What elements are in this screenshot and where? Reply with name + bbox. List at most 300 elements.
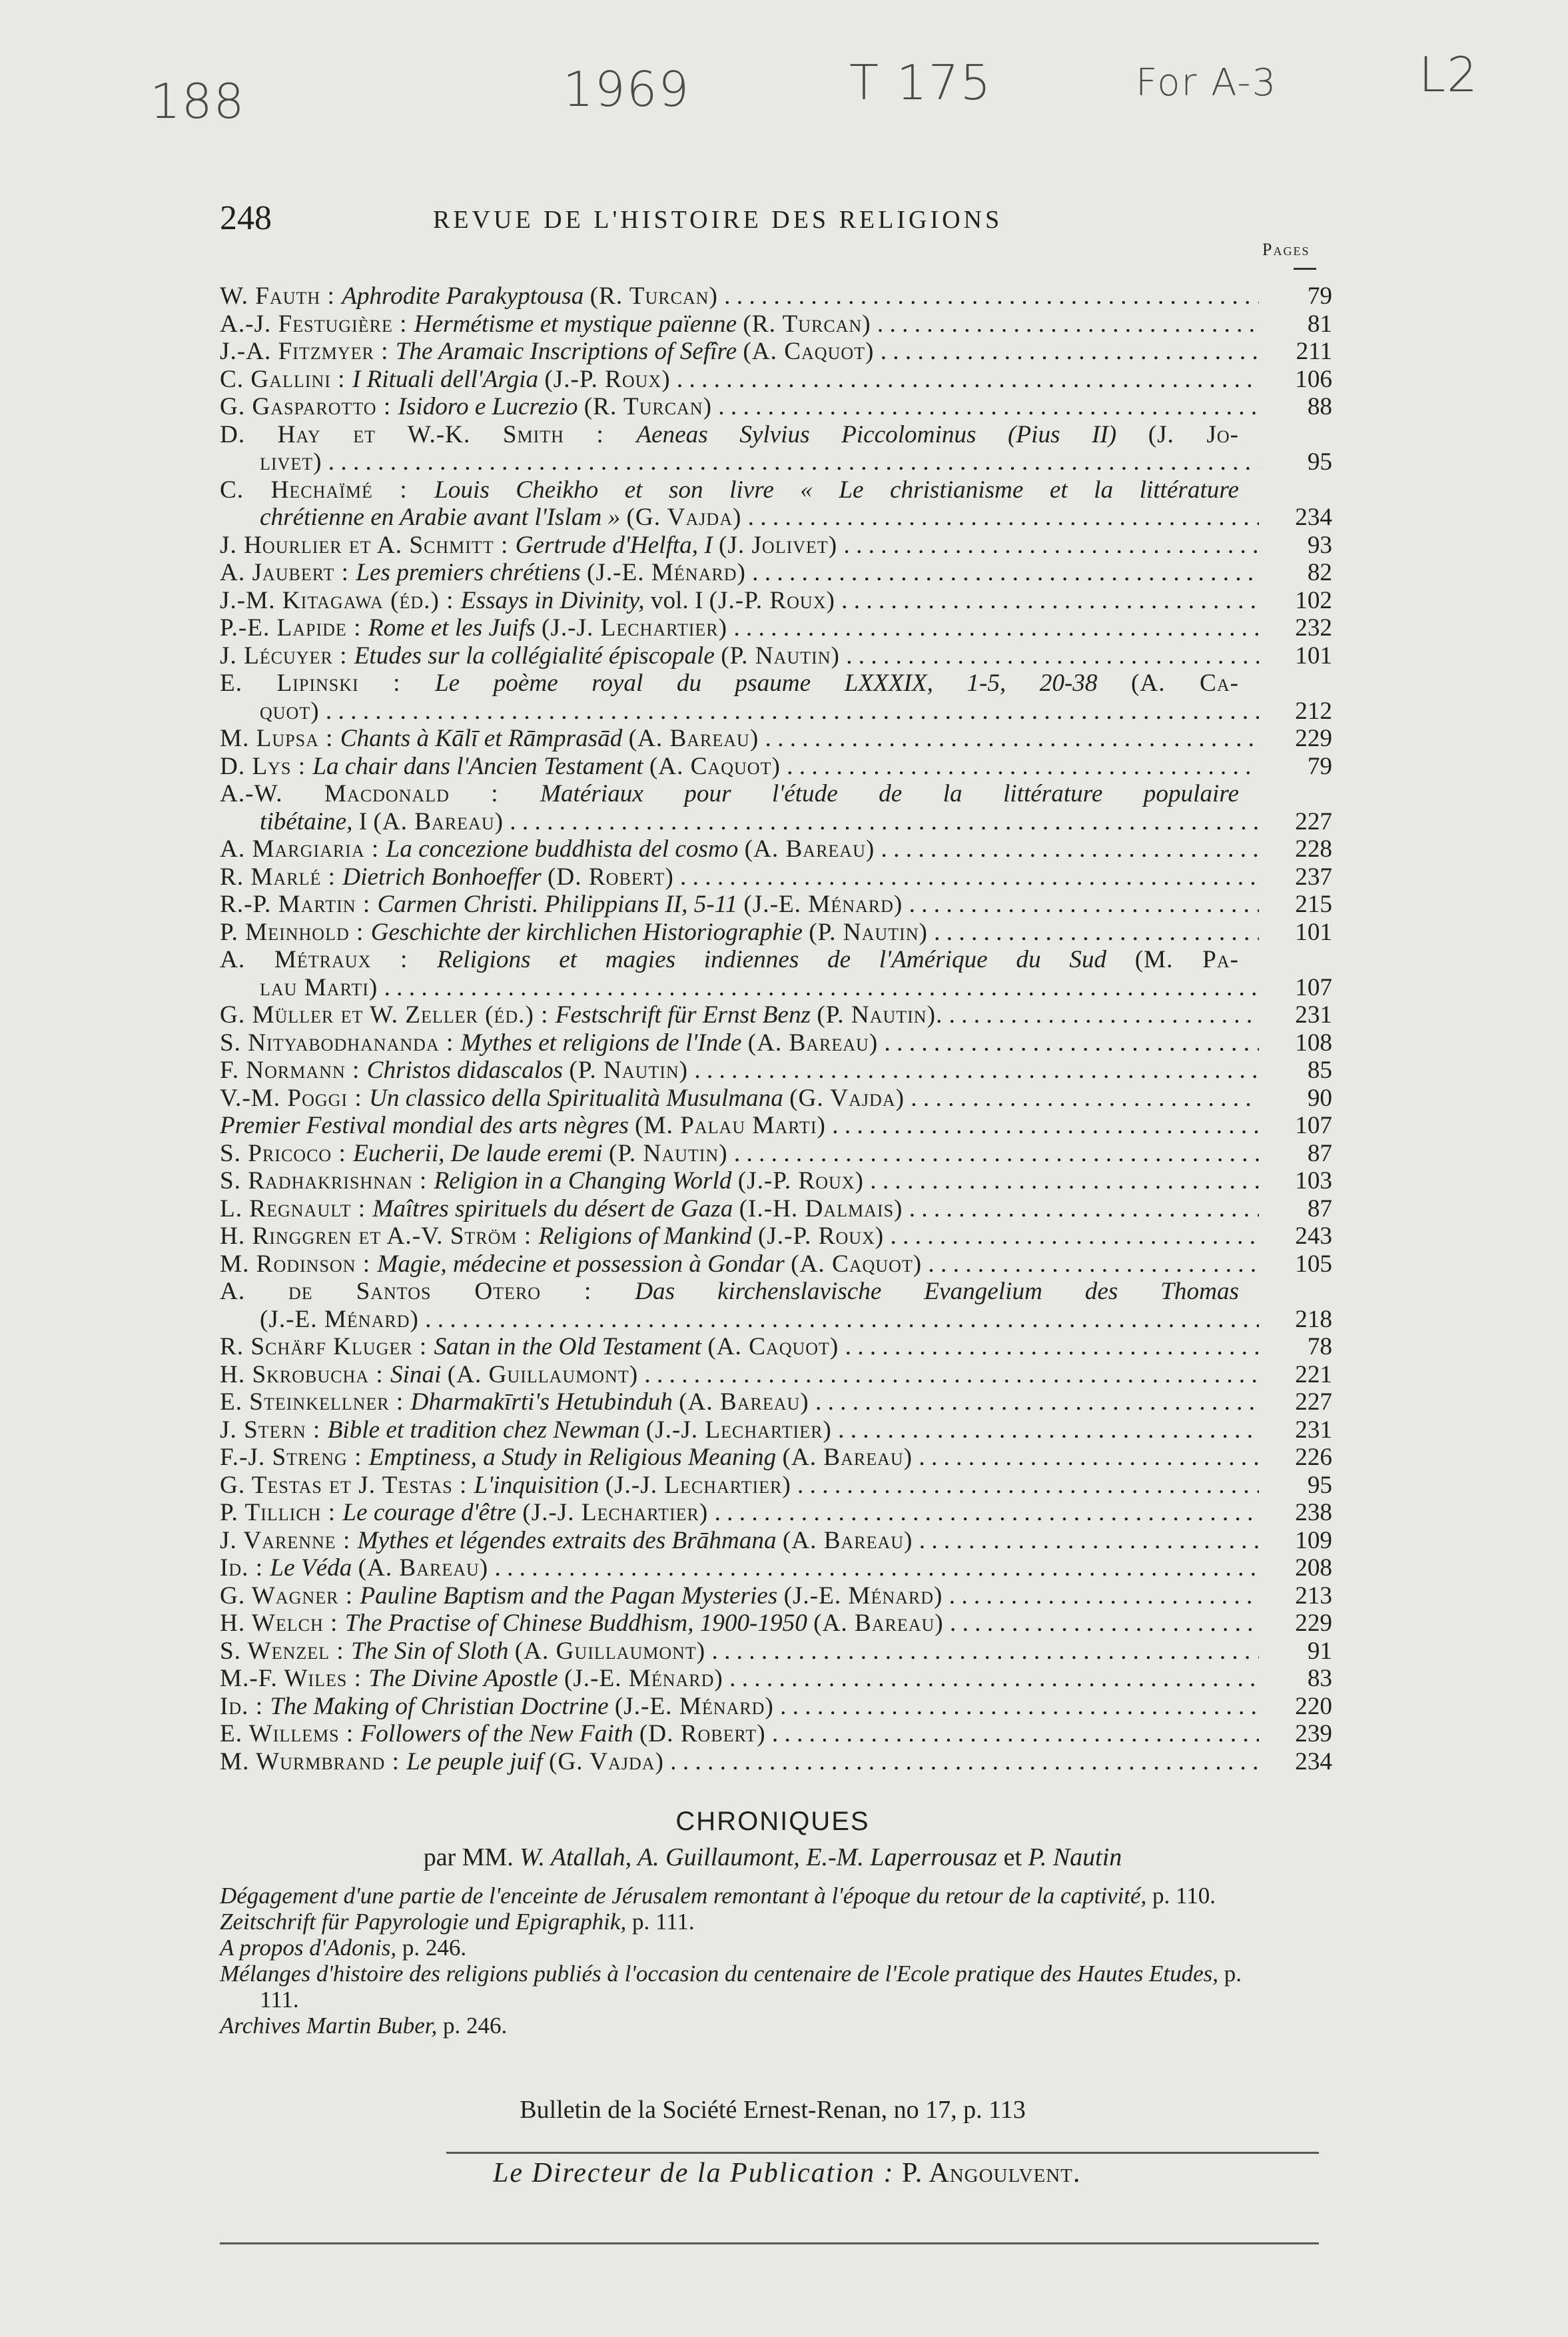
entry-reviewer: (M. Palau Marti) xyxy=(635,1112,826,1139)
chronique-title: Zeitschrift für Papyrologie und Epigraphik, xyxy=(220,1909,632,1935)
entry-author: G. Testas et J. Testas : xyxy=(220,1471,474,1499)
entry-text xyxy=(220,863,1259,891)
entry-title: Aphrodite Parakyptousa xyxy=(342,282,590,310)
index-entry xyxy=(220,1250,1332,1278)
entry-text xyxy=(220,614,1259,642)
entry-page: 101 xyxy=(1295,642,1332,670)
entry-text xyxy=(220,1001,1259,1029)
entry-author: G. Wagner : xyxy=(220,1582,360,1610)
review-index-list xyxy=(220,282,1332,1775)
entry-text xyxy=(220,393,1259,421)
index-entry xyxy=(220,1499,1332,1527)
entry-reviewer: (J.-P. Roux) xyxy=(737,1167,864,1194)
entry-page: 231 xyxy=(1295,1001,1332,1029)
entry-page: 212 xyxy=(1295,697,1332,725)
entry-reviewer-cont: lau Marti) xyxy=(260,973,378,1001)
entry-reviewer: (A. Caquot) xyxy=(649,752,781,780)
entry-reviewer: (J.-P. Roux) xyxy=(544,365,671,393)
entry-author: A. Jaubert : xyxy=(220,559,356,586)
top-rule xyxy=(446,2152,1319,2154)
entry-author: W. Fauth : xyxy=(220,282,342,310)
entry-reviewer: (A. Bareau) xyxy=(813,1610,944,1637)
entry-text xyxy=(220,1140,1259,1168)
entry-title: L'inquisition xyxy=(474,1471,605,1499)
entry-title: Essays in Divinity, xyxy=(460,586,651,614)
entry-page: 208 xyxy=(1295,1554,1332,1582)
entry-author: C. Gallini : xyxy=(220,365,352,393)
handwritten-note-1: 188 xyxy=(150,73,246,129)
entry-reviewer: (G. Vajda) xyxy=(789,1084,905,1112)
entry-page: 102 xyxy=(1295,586,1332,614)
entry-author: M. Wurmbrand : xyxy=(220,1747,407,1775)
entry-reviewer: (A. Guillaumont) xyxy=(514,1637,706,1665)
index-entry xyxy=(220,642,1332,670)
entry-page: 227 xyxy=(1295,1388,1332,1416)
entry-reviewer: (J.-P. Roux) xyxy=(757,1222,885,1250)
entry-author: J.-M. Kitagawa (éd.) : xyxy=(220,586,461,614)
index-entry xyxy=(220,1748,1332,1776)
entry-title: Premier Festival mondial des arts nègres xyxy=(220,1112,635,1139)
entry-title-cont: chrétienne en Arabie avant l'Islam » xyxy=(260,504,627,531)
entry-page: 106 xyxy=(1295,365,1332,393)
entry-title: Rome et les Juifs xyxy=(368,614,542,642)
entry-title: Le Véda xyxy=(270,1554,358,1582)
chroniques-title: CHRONIQUES xyxy=(675,1807,870,1836)
entry-reviewer: (J.-E. Ménard) xyxy=(743,891,903,918)
bottom-rule xyxy=(220,2242,1319,2244)
entry-continuation xyxy=(220,698,1332,725)
entry-page: 108 xyxy=(1295,1029,1332,1057)
entry-page: 95 xyxy=(1307,1471,1332,1499)
entry-reviewer: (R. Turcan) xyxy=(743,310,871,338)
entry-extra: vol. I xyxy=(650,586,709,614)
entry-page: 101 xyxy=(1295,918,1332,946)
entry-text xyxy=(220,1195,1259,1223)
entry-title: Festschrift für Ernst Benz xyxy=(555,1001,817,1029)
entry-author: J. Varenne : xyxy=(220,1526,358,1554)
entry-author: A. Métraux : xyxy=(220,946,438,973)
entry-text xyxy=(220,1250,1259,1278)
index-entry xyxy=(220,670,1332,725)
entry-text xyxy=(220,808,1259,836)
entry-author: A. Margiaria : xyxy=(220,835,386,863)
entry-title: Chants à Kālī et Rāmprasād xyxy=(340,725,629,752)
entry-page: 103 xyxy=(1295,1167,1332,1194)
entry-reviewer: (J.-J. Lechartier) xyxy=(645,1416,832,1444)
entry-title: Christos didascalos xyxy=(366,1057,570,1084)
entry-author: E. Willems : xyxy=(220,1720,361,1747)
entry-title: Eucherii, De laude eremi xyxy=(353,1139,609,1167)
entry-text xyxy=(220,1306,1259,1334)
entry-title: Etudes sur la collégialité épiscopale xyxy=(354,642,721,670)
entry-author: F. Normann : xyxy=(220,1057,367,1084)
index-entry xyxy=(220,1527,1332,1555)
entry-author: P.-E. Lapide : xyxy=(220,614,368,642)
entry-text xyxy=(220,725,1259,753)
entry-page: 234 xyxy=(1295,504,1332,531)
index-entry xyxy=(220,1472,1332,1500)
entry-reviewer: (A. Guillaumont) xyxy=(447,1360,639,1388)
entry-text xyxy=(220,1416,1259,1444)
entry-text xyxy=(220,1333,1259,1361)
entry-text xyxy=(220,1582,1259,1610)
entry-reviewer: (I.-H. Dalmais) xyxy=(739,1194,903,1222)
entry-page: 221 xyxy=(1295,1360,1332,1388)
entry-text xyxy=(220,1085,1259,1113)
entry-reviewer: (A. Ca- xyxy=(1130,670,1239,697)
index-entry xyxy=(220,1001,1332,1029)
entry-author: D. Hay et W.-K. Smith : xyxy=(220,420,637,448)
entry-reviewer: (D. Robert) xyxy=(548,863,674,891)
handwritten-note-5: L2 xyxy=(1419,47,1479,103)
entry-page: 105 xyxy=(1295,1250,1332,1278)
entry-reviewer: (A. Bareau) xyxy=(782,1526,913,1554)
entry-title: Religions of Mankind xyxy=(538,1222,758,1250)
index-entry xyxy=(220,780,1332,835)
index-entry xyxy=(220,1637,1332,1665)
entry-page: 93 xyxy=(1307,531,1332,559)
chroniques-list xyxy=(220,1883,1259,2039)
entry-title: La concezione buddhista del cosmo xyxy=(386,835,745,863)
entry-author: J. Stern : xyxy=(220,1416,328,1444)
entry-page: 95 xyxy=(1307,448,1332,476)
entry-author: L. Regnault : xyxy=(220,1194,373,1222)
chronique-title: Dégagement d'une partie de l'enceinte de Jérusalem remontant à l'époque du retour de la captivité, xyxy=(220,1883,1153,1909)
entry-title: The Sin of Sloth xyxy=(350,1637,515,1665)
entry-author: E. Steinkellner : xyxy=(220,1388,411,1416)
chroniques-par: par MM. xyxy=(423,1843,514,1871)
entry-first-line xyxy=(220,670,1239,698)
entry-page: 229 xyxy=(1295,725,1332,752)
chronique-title: A propos d'Adonis, xyxy=(220,1935,402,1961)
entry-first-line xyxy=(220,780,1239,808)
entry-author: J. Hourlier et A. Schmitt : xyxy=(220,531,516,559)
entry-page: 211 xyxy=(1296,338,1332,365)
entry-title: Religion in a Changing World xyxy=(434,1167,738,1194)
chroniques-last-author: P. Nautin xyxy=(1028,1843,1122,1871)
entry-author: P. Meinhold : xyxy=(220,918,371,946)
chronique-title: Archives Martin Buber, xyxy=(220,2013,444,2039)
entry-page: 231 xyxy=(1295,1416,1332,1444)
entry-page: 85 xyxy=(1307,1057,1332,1084)
bulletin-line: Bulletin de la Société Ernest-Renan, no 17, p. 113 xyxy=(520,2096,1026,2124)
entry-page: 79 xyxy=(1307,752,1332,780)
entry-text xyxy=(220,974,1259,1002)
entry-reviewer: (J.-J. Lechartier) xyxy=(605,1471,791,1499)
index-entry xyxy=(220,393,1332,421)
entry-page: 78 xyxy=(1307,1333,1332,1360)
entry-page: 109 xyxy=(1295,1526,1332,1554)
entry-page: 215 xyxy=(1295,891,1332,918)
entry-author: M. Rodinson : xyxy=(220,1250,378,1278)
entry-reviewer: (A. Caquot) xyxy=(707,1333,839,1360)
entry-continuation xyxy=(220,448,1332,476)
entry-page: 239 xyxy=(1295,1720,1332,1747)
entry-title: Sinai xyxy=(390,1360,448,1388)
index-entry xyxy=(220,835,1332,863)
entry-first-line xyxy=(220,421,1239,449)
chronique-page: p. 110. xyxy=(1152,1883,1216,1909)
entry-title: The Aramaic Inscriptions of Sefîre xyxy=(395,338,743,365)
entry-title: The Making of Christian Doctrine xyxy=(270,1692,615,1720)
entry-title: Geschichte der kirchlichen Historiographie xyxy=(370,918,809,946)
index-entry xyxy=(220,1720,1332,1748)
entry-page: 238 xyxy=(1295,1499,1332,1526)
entry-author: A.-W. Macdonald : xyxy=(220,780,540,807)
entry-title: Followers of the New Faith xyxy=(360,1720,639,1747)
director-line xyxy=(493,2157,1080,2189)
pages-column-label: Pages xyxy=(1262,240,1310,259)
entry-text xyxy=(220,1748,1259,1776)
entry-reviewer: (A. Caquot) xyxy=(743,338,875,365)
index-entry xyxy=(220,753,1332,781)
entry-page: 82 xyxy=(1307,559,1332,586)
entry-text xyxy=(220,1693,1259,1721)
entry-reviewer: (P. Nautin). xyxy=(817,1001,943,1029)
entry-text xyxy=(220,1610,1259,1637)
page-header xyxy=(220,199,1326,238)
entry-title: Isidoro e Lucrezio xyxy=(398,393,584,420)
entry-page: 227 xyxy=(1295,807,1332,835)
chronique-page: p. 111. xyxy=(260,1961,1242,2013)
entry-author: V.-M. Poggi : xyxy=(220,1084,369,1112)
entry-first-line xyxy=(220,476,1239,504)
entry-text xyxy=(220,1554,1259,1582)
entry-text xyxy=(220,1637,1259,1665)
handwritten-note-3: T 175 xyxy=(849,55,992,111)
entry-title: I Rituali dell'Argia xyxy=(352,365,545,393)
entry-first-line xyxy=(220,946,1239,974)
entry-reviewer: (J.-P. Roux) xyxy=(709,586,835,614)
index-entry xyxy=(220,946,1332,1001)
index-entry xyxy=(220,366,1332,394)
chroniques-author-list: W. Atallah, A. Guillaumont, E.-M. Laperrousaz xyxy=(520,1843,998,1871)
entry-reviewer: (G. Vajda) xyxy=(626,504,742,531)
entry-author: J.-A. Fitzmyer : xyxy=(220,338,396,365)
entry-title: Pauline Baptism and the Pagan Mysteries xyxy=(360,1582,784,1610)
entry-text xyxy=(220,587,1259,615)
entry-text xyxy=(220,1444,1259,1472)
entry-title: Dharmakīrti's Hetubinduh xyxy=(410,1388,679,1416)
entry-page: 218 xyxy=(1295,1305,1332,1333)
entry-text xyxy=(220,835,1259,863)
entry-page: 243 xyxy=(1295,1222,1332,1250)
entry-reviewer: (J.-J. Lechartier) xyxy=(542,614,728,642)
entry-text xyxy=(220,1361,1259,1389)
index-entry xyxy=(220,1333,1332,1361)
chronique-item xyxy=(220,1909,1259,1935)
entry-author: J. Lécuyer : xyxy=(220,642,354,670)
entry-text xyxy=(220,698,1259,725)
entry-reviewer-cont: livet) xyxy=(260,448,322,476)
entry-title: Das kirchenslavische Evangelium des Thomas xyxy=(635,1278,1239,1305)
entry-text xyxy=(220,559,1259,587)
entry-page: 220 xyxy=(1295,1692,1332,1720)
entry-title: Carmen Christi. Philippians II, 5-11 xyxy=(377,891,744,918)
chronique-page: p. 246. xyxy=(443,2013,508,2039)
index-entry xyxy=(220,1361,1332,1389)
entry-reviewer: (A. Bareau) xyxy=(747,1029,879,1057)
chroniques-authors xyxy=(220,1843,1326,1872)
entry-text xyxy=(220,1057,1259,1085)
entry-title: The Practise of Chinese Buddhism, 1900-1950 xyxy=(344,1610,814,1637)
entry-page: 88 xyxy=(1307,393,1332,420)
entry-page: 87 xyxy=(1307,1194,1332,1222)
index-entry xyxy=(220,1444,1332,1472)
entry-page: 81 xyxy=(1307,310,1332,338)
entry-title: Dietrich Bonhoeffer xyxy=(342,863,548,891)
entry-author: H. Ringgren et A.-V. Ström : xyxy=(220,1222,539,1250)
entry-reviewer: (A. Bareau) xyxy=(744,835,875,863)
entry-text xyxy=(220,1720,1259,1748)
entry-author: D. Lys : xyxy=(220,752,313,780)
entry-reviewer: (R. Turcan) xyxy=(589,282,718,310)
entry-reviewer: (J. Jolivet) xyxy=(719,531,838,559)
entry-text xyxy=(220,338,1259,366)
entry-title: Le peuple juif xyxy=(406,1747,550,1775)
entry-reviewer: (G. Vajda) xyxy=(549,1747,664,1775)
entry-reviewer: (A. Bareau) xyxy=(373,807,504,835)
entry-title: Louis Cheikho et son livre « Le christianisme et la littérature xyxy=(434,476,1239,504)
entry-author: H. Skrobucha : xyxy=(220,1360,390,1388)
index-entry xyxy=(220,559,1332,587)
entry-page: 232 xyxy=(1295,614,1332,642)
entry-title: Les premiers chrétiens xyxy=(356,559,587,586)
entry-reviewer: (A. Bareau) xyxy=(358,1554,489,1582)
entry-author: A. de Santos Otero : xyxy=(220,1278,635,1305)
entry-text xyxy=(220,1112,1259,1140)
entry-author: M.-F. Wiles : xyxy=(220,1665,369,1692)
entry-author: Id. : xyxy=(220,1692,270,1720)
index-entry xyxy=(220,310,1332,338)
entry-reviewer: (D. Robert) xyxy=(639,1720,766,1747)
entry-page: 79 xyxy=(1307,282,1332,310)
entry-reviewer: (R. Turcan) xyxy=(584,393,712,420)
entry-text xyxy=(220,532,1259,560)
chronique-title: Mélanges d'histoire des religions publiés à l'occasion du centenaire de l'Ecole pratique des Hautes Etudes, xyxy=(220,1961,1224,1987)
entry-text xyxy=(220,1472,1259,1500)
entry-text xyxy=(220,1527,1259,1555)
chronique-page: p. 246. xyxy=(402,1935,467,1961)
index-entry xyxy=(220,1582,1332,1610)
entry-author: R.-P. Martin : xyxy=(220,891,378,918)
index-entry xyxy=(220,1554,1332,1582)
entry-title: Bible et tradition chez Newman xyxy=(327,1416,646,1444)
entry-text xyxy=(220,891,1259,919)
director-name: P. Angoulvent. xyxy=(902,2158,1081,2188)
entry-author: S. Wenzel : xyxy=(220,1637,351,1665)
entry-author: M. Lupsa : xyxy=(220,725,340,752)
index-entry xyxy=(220,1195,1332,1223)
entry-reviewer: (J.-E. Ménard) xyxy=(614,1692,774,1720)
entry-reviewer: (A. Caquot) xyxy=(791,1250,923,1278)
index-entry xyxy=(220,1278,1332,1333)
chroniques-et: et xyxy=(1003,1843,1022,1871)
entry-text xyxy=(220,448,1259,476)
entry-reviewer: (J.-E. Ménard) xyxy=(587,559,746,586)
entry-reviewer: (J.-E. Ménard) xyxy=(783,1582,943,1610)
index-entry xyxy=(220,1167,1332,1195)
entry-author: F.-J. Streng : xyxy=(220,1444,369,1471)
index-entry xyxy=(220,1112,1332,1140)
entry-text xyxy=(220,1665,1259,1693)
entry-page: 234 xyxy=(1295,1747,1332,1775)
entry-text xyxy=(220,366,1259,394)
entry-text xyxy=(220,282,1259,310)
entry-author: H. Welch : xyxy=(220,1610,345,1637)
entry-text xyxy=(220,310,1259,338)
entry-author: R. Marlé : xyxy=(220,863,343,891)
index-entry xyxy=(220,919,1332,947)
entry-reviewer-cont: (J.-E. Ménard) xyxy=(260,1305,419,1333)
chronique-page: p. 111. xyxy=(631,1909,695,1935)
entry-page: 90 xyxy=(1307,1084,1332,1112)
entry-title: Un classico della Spiritualità Musulmana xyxy=(369,1084,790,1112)
entry-page: 237 xyxy=(1295,863,1332,891)
entry-page: 228 xyxy=(1295,835,1332,863)
entry-reviewer: (A. Bareau) xyxy=(628,725,759,752)
entry-title-cont: tibétaine, xyxy=(260,807,359,835)
entry-title: Matériaux pour l'étude de la littérature populaire xyxy=(540,780,1239,807)
index-entry xyxy=(220,1029,1332,1057)
entry-reviewer: (J.-J. Lechartier) xyxy=(522,1499,709,1526)
entry-author: R. Schärf Kluger : xyxy=(220,1333,434,1360)
entry-author: S. Pricoco : xyxy=(220,1139,354,1167)
index-entry xyxy=(220,421,1332,476)
entry-title: Religions et magies indiennes de l'Amérique du Sud xyxy=(437,946,1135,973)
entry-author: C. Hechaïmé : xyxy=(220,476,435,504)
index-entry xyxy=(220,1057,1332,1085)
index-entry xyxy=(220,891,1332,919)
entry-page: 107 xyxy=(1295,973,1332,1001)
entry-title: Magie, médecine et possession à Gondar xyxy=(377,1250,791,1278)
entry-continuation xyxy=(220,504,1332,532)
entry-extra: I xyxy=(358,807,374,835)
entry-title: The Divine Apostle xyxy=(368,1665,564,1692)
entry-title: Hermétisme et mystique païenne xyxy=(414,310,743,338)
entry-author: Id. : xyxy=(220,1554,270,1582)
entry-page: 87 xyxy=(1307,1139,1332,1167)
director-label: Le Directeur de la Publication : xyxy=(493,2158,895,2188)
entry-author: E. Lipinski : xyxy=(220,670,435,697)
index-entry xyxy=(220,282,1332,310)
chronique-item xyxy=(220,1961,1259,2013)
entry-page: 229 xyxy=(1295,1610,1332,1637)
entry-title: Le courage d'être xyxy=(342,1499,523,1526)
entry-page: 107 xyxy=(1295,1112,1332,1139)
index-entry xyxy=(220,1085,1332,1113)
entry-title: Mythes et légendes extraits des Brāhmana xyxy=(357,1526,783,1554)
entry-reviewer: (M. Pa- xyxy=(1134,946,1239,973)
entry-title: Emptiness, a Study in Religious Meaning xyxy=(368,1444,783,1471)
entry-title: Aeneas Sylvius Piccolominus (Pius II) xyxy=(636,420,1148,448)
entry-continuation xyxy=(220,808,1332,836)
index-entry xyxy=(220,1140,1332,1168)
entry-reviewer: (A. Bareau) xyxy=(679,1388,809,1416)
entry-title: Gertrude d'Helfta, I xyxy=(515,531,719,559)
pages-column-rule xyxy=(1294,268,1316,270)
entry-text xyxy=(220,504,1259,532)
entry-page: 226 xyxy=(1295,1444,1332,1471)
chronique-item xyxy=(220,1883,1259,1909)
page-number: 248 xyxy=(220,199,272,237)
entry-reviewer: (P. Nautin) xyxy=(608,1139,728,1167)
chronique-item xyxy=(220,1935,1259,1961)
entry-author: G. Gasparotto : xyxy=(220,393,398,420)
entry-continuation xyxy=(220,974,1332,1002)
entry-page: 213 xyxy=(1295,1582,1332,1610)
entry-reviewer: (J.-E. Ménard) xyxy=(564,1665,723,1692)
